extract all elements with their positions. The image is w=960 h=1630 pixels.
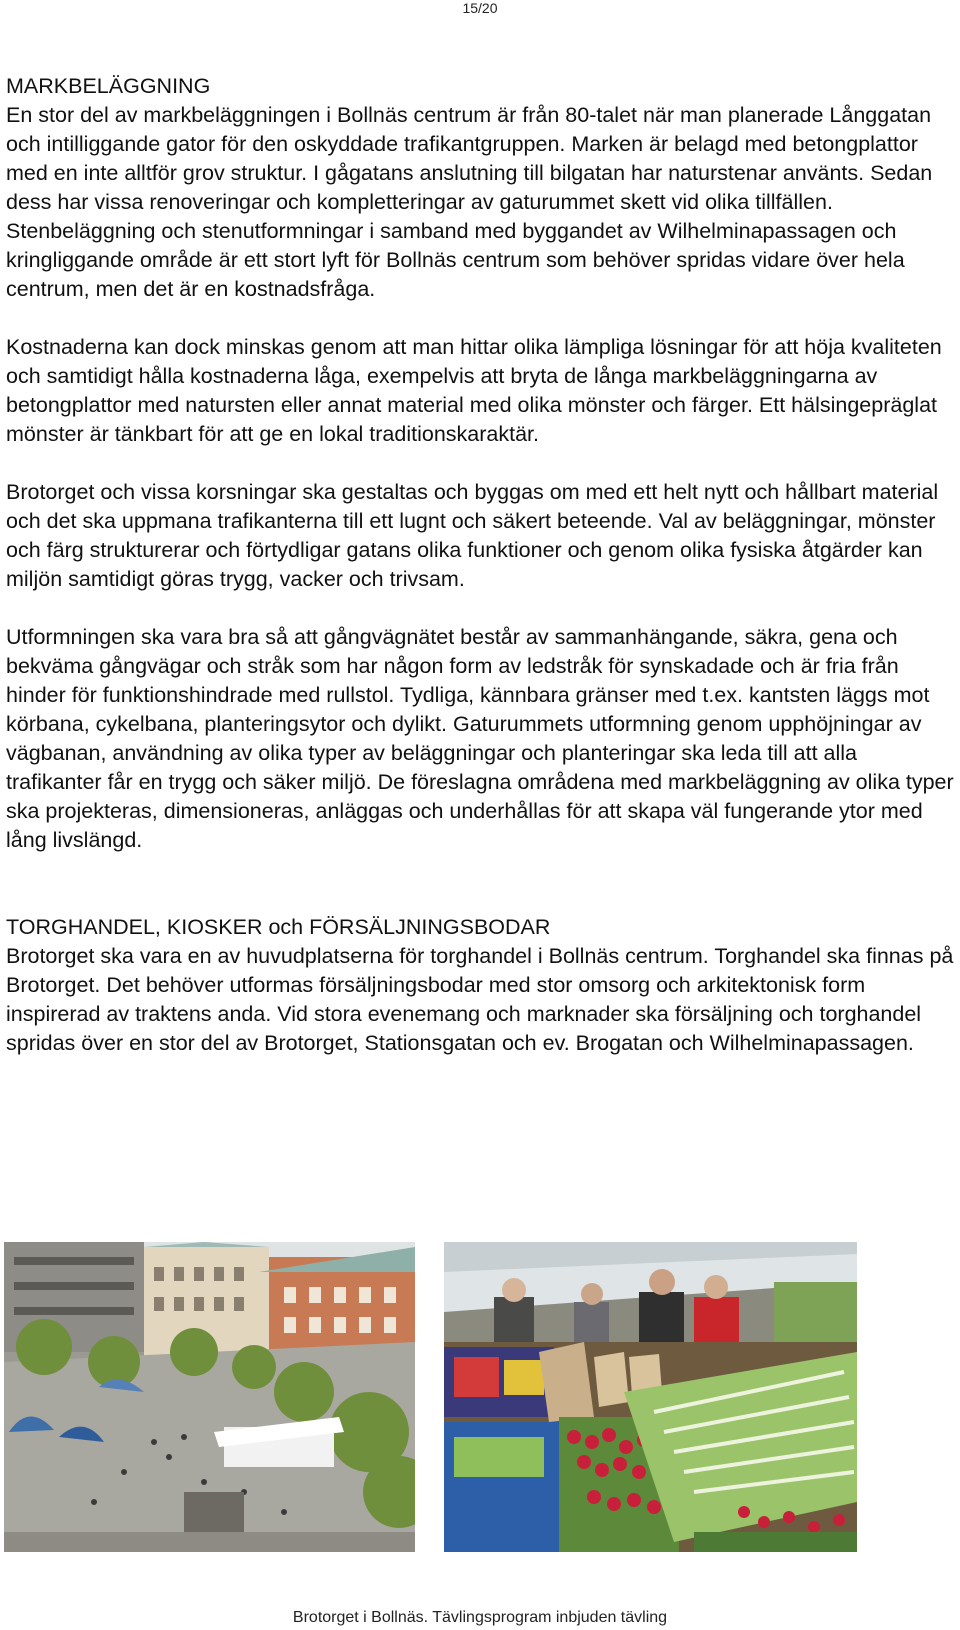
paragraph: En stor del av markbeläggningen i Bollnäs centrum är från 80-talet när man planerade Långgatan och intilliggande gator för den oskyddade trafikantgruppen. Marken är belagd med betongplattor med en inte alltför grov struktur. I gågatans anslutning till bilgatan har naturstenar använts. Sedan dess har vissa renoveringar och kompletteringar av gaturummet skett vid olika tillfällen. Stenbeläggning och stenutformningar i samband med byggandet av Wilhelminapassagen och kringliggande område är ett stort lyft för Bollnäs centrum som behöver spridas vidare över hela centrum, men det är en kostnadsfråga. <box>6 103 933 301</box>
section-heading-markbelaggning: MARKBELÄGGNING <box>6 74 211 98</box>
document-body <box>6 72 958 1058</box>
brotorget-square-photo <box>4 1242 415 1552</box>
photo-row <box>4 1242 956 1552</box>
page-number: 15/20 <box>462 0 498 16</box>
paragraph: Brotorget och vissa korsningar ska gestaltas och byggas om med ett helt nytt och hållbart material och det ska uppmana trafikanterna till ett lugnt och säkert beteende. Val av beläggningar, mönster och färg strukturerar och förtydligar gatans olika funktioner och genom olika fysiska åtgärder kan miljön samtidigt göras trygg, vacker och trivsam. <box>6 480 939 591</box>
paragraph: Utformningen ska vara bra så att gångvägnätet består av sammanhängande, säkra, gena och bekväma gångvägar och stråk som har någon form av ledstråk för synskadade och är fria från hinder för funktionshindrade med rullstol. Tydliga, kännbara gränser med t.ex. kantsten läggs mot körbana, cykelbana, planteringsytor och dylikt. Gaturummets utformning genom upphöjningar av vägbanan, användning av olika typer av beläggningar och planteringar ska leda till att alla trafikanter får en trygg och säker miljö. De föreslagna områdena med markbeläggning av olika typer ska projekteras, dimensioneras, anläggas och underhållas för att skapa väl fungerande ytor med lång livslängd. <box>6 625 954 852</box>
page-footer: Brotorget i Bollnäs. Tävlingsprogram inbjuden tävling <box>292 1609 668 1626</box>
paragraph: Brotorget ska vara en av huvudplatserna för torghandel i Bollnäs centrum. Torghandel ska finnas på Brotorget. Det behöver utformas försäljningsbodar med stor omsorg och arkitektonisk form inspirerad av traktens anda. Vid stora evenemang och marknader ska försäljning och torghandel spridas över en stor del av Brotorget, Stationsgatan och ev. Brogatan och Wilhelminapassagen. <box>6 944 954 1055</box>
market-stall-photo <box>444 1242 857 1552</box>
section-heading-torghandel: TORGHANDEL, KIOSKER och FÖRSÄLJNINGSBODAR <box>6 915 551 939</box>
paragraph: Kostnaderna kan dock minskas genom att man hittar olika lämpliga lösningar för att höja kvaliteten och samtidigt hålla kostnaderna låga, exempelvis att bryta de långa markbeläggningarna av betongplattor med natursten eller annat material med olika mönster och färger. Ett hälsingepräglat mönster är tänkbart för att ge en lokal traditionskaraktär. <box>6 335 942 446</box>
